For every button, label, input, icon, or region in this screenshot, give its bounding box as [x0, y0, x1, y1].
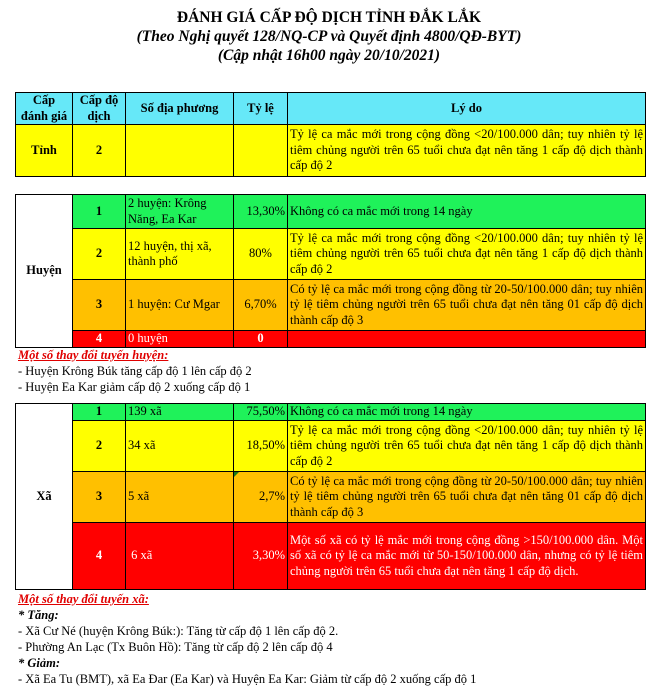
header-reason: Lý do: [288, 93, 646, 125]
commune-ratio: 3,30%: [234, 523, 288, 590]
district-ratio: 80%: [234, 229, 288, 280]
district-row-level-2: [16, 229, 646, 280]
province-row: [16, 125, 646, 177]
district-reason: Không có ca mắc mới trong 14 ngày: [288, 195, 646, 229]
commune-ratio: 75,50%: [234, 404, 288, 421]
commune-changes-heading: Một số thay đổi tuyến xã:: [18, 592, 149, 606]
district-reason: Có tỷ lệ ca mắc mới trong cộng đồng từ 20-50/100.000 dân; tuy nhiên tỷ lệ tiêm chủng người trên 65 tuổi chưa đạt nên tăng 01 cấp độ dịch thành cấp độ 3: [288, 280, 646, 331]
district-row-level-1: [16, 195, 646, 229]
report-basis: (Theo Nghị quyết 128/NQ-CP và Quyết định 4800/QĐ-BYT): [136, 28, 522, 45]
district-change-item: - Huyện Ea Kar giảm cấp độ 2 xuống cấp độ 1: [18, 380, 251, 394]
commune-level: 2: [73, 421, 126, 472]
commune-level: 3: [73, 472, 126, 523]
commune-row-level-3: [16, 472, 646, 523]
district-localities: 0 huyện: [126, 331, 234, 348]
commune-localities: 34 xã: [126, 421, 234, 472]
commune-increase-item: - Phường An Lạc (Tx Buôn Hồ): Tăng từ cấp độ 2 lên cấp độ 4: [18, 640, 333, 654]
report-update-time: (Cập nhật 16h00 ngày 20/10/2021): [217, 47, 441, 64]
header-epidemic-level: Cấp độ dịch: [73, 93, 126, 125]
district-localities: 1 huyện: Cư Mgar: [126, 280, 234, 331]
commune-row-level-1: [16, 404, 646, 421]
district-label: Huyện: [16, 195, 73, 348]
district-table: [15, 194, 646, 348]
header-localities: Số địa phương: [126, 93, 234, 125]
district-changes: [18, 347, 252, 395]
header-ratio: Tỷ lệ: [234, 93, 288, 125]
commune-reason: Không có ca mắc mới trong 14 ngày: [288, 404, 646, 421]
province-table: [15, 92, 646, 177]
district-level: 1: [73, 195, 126, 229]
district-reason: [288, 331, 646, 348]
district-level: 4: [73, 331, 126, 348]
report-title-block: [0, 8, 658, 65]
commune-row-level-4: [16, 523, 646, 590]
province-level: 2: [73, 125, 126, 177]
province-ratio: [234, 125, 288, 177]
district-level: 3: [73, 280, 126, 331]
district-localities: 12 huyện, thị xã, thành phố: [126, 229, 234, 280]
commune-increase-label: * Tăng:: [18, 608, 59, 622]
district-ratio: 0: [234, 331, 288, 348]
commune-localities: 139 xã: [126, 404, 234, 421]
district-reason: Tỷ lệ ca mắc mới trong cộng đồng <20/100.000 dân; tuy nhiên tỷ lệ tiêm chủng người trên 65 tuổi chưa đạt nên tăng 1 cấp độ dịch thành cấp độ 2: [288, 229, 646, 280]
header-row: [16, 93, 646, 125]
commune-label: Xã: [16, 404, 73, 590]
header-assessment-level: Cấp đánh giá: [16, 93, 73, 125]
commune-localities: 5 xã: [126, 472, 234, 523]
district-changes-heading: Một số thay đổi tuyến huyện:: [18, 348, 169, 362]
commune-reason: Tỷ lệ ca mắc mới trong cộng đồng <20/100.000 dân; tuy nhiên tỷ lệ tiêm chủng người trên 65 tuổi chưa đạt nên tăng 1 cấp độ dịch thành cấp độ 2: [288, 421, 646, 472]
commune-increase-item: - Xã Cư Né (huyện Krông Búk:): Tăng từ cấp độ 1 lên cấp độ 2.: [18, 624, 339, 638]
province-label: Tỉnh: [16, 125, 73, 177]
province-localities: [126, 125, 234, 177]
district-row-level-3: [16, 280, 646, 331]
commune-ratio: 2,7%: [234, 472, 288, 523]
district-row-level-4: [16, 331, 646, 348]
district-localities: 2 huyện: Krông Năng, Ea Kar: [126, 195, 234, 229]
commune-changes: [18, 591, 476, 687]
commune-reason: Có tỷ lệ ca mắc mới trong cộng đồng từ 20-50/100.000 dân; tuy nhiên tỷ lệ tiêm chủng người trên 65 tuổi chưa đạt nên tăng 01 cấp độ dịch thành cấp độ 3: [288, 472, 646, 523]
province-reason: Tỷ lệ ca mắc mới trong cộng đồng <20/100.000 dân; tuy nhiên tỷ lệ tiêm chủng người trên 65 tuổi chưa đạt nên tăng 1 cấp độ dịch thành cấp độ 2: [288, 125, 646, 177]
district-ratio: 13,30%: [234, 195, 288, 229]
commune-row-level-2: [16, 421, 646, 472]
district-change-item: - Huyện Krông Búk tăng cấp độ 1 lên cấp độ 2: [18, 364, 252, 378]
commune-level: 1: [73, 404, 126, 421]
commune-decrease-item: - Xã Ea Tu (BMT), xã Ea Đar (Ea Kar) và Huyện Ea Kar: Giảm từ cấp độ 2 xuống cấp độ 1: [18, 672, 477, 686]
report-title: ĐÁNH GIÁ CẤP ĐỘ DỊCH TỈNH ĐẮK LẮK: [176, 9, 482, 26]
commune-localities: 6 xã: [126, 523, 234, 590]
commune-ratio: 18,50%: [234, 421, 288, 472]
district-ratio: 6,70%: [234, 280, 288, 331]
commune-reason: Một số xã có tỷ lệ mắc mới trong cộng đồng >150/100.000 dân. Một số xã có tỷ lệ ca mắc mới từ 50-150/100.000 dân, nhưng có tỷ lệ tiêm chủng người trên 65 tuổi chưa đạt nên tăng 1 cấp độ dịch.: [288, 523, 646, 590]
commune-level: 4: [73, 523, 126, 590]
district-level: 2: [73, 229, 126, 280]
commune-table: [15, 403, 646, 590]
commune-decrease-label: * Giảm:: [18, 656, 61, 670]
